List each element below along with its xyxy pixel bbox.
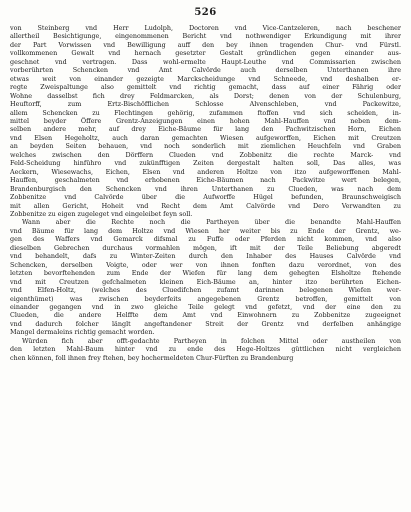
text-line: welches zwischen den Dörffern Clueden vnd Zobbenitz die rechte Marck- vnd: [10, 150, 401, 159]
text-line: Wohne dasselbst fich drey Feldmarcken, als Dorst; denen von der Schulenburg,: [10, 91, 401, 100]
text-line: vnd dadurch folcher länglt angeftandener Streit der Grentz vnd derfelben anhängige: [10, 319, 401, 328]
text-line: Brandenburgisch den Schencken vnd ihren Unterthanen zu Clueden, was nach dem: [10, 184, 401, 193]
text-line: regte Zweispaltunge also gemittelt vnd richtig gemacht, dass auf einer Fährig oder: [10, 83, 401, 92]
text-line: vnd Elfen-Holtz, (welches des Cluedifchen zufamt darinnen belegenen Wiefen wer-: [10, 286, 401, 295]
text-line: mittel beyder Öffere Grentz-Anzeigungen einen hohen Mahl-Hauffen vnd neben dem-: [10, 116, 401, 125]
text-line: einander gegangen vnd in zwo gleiche Teile gelegt vnd gefetzt, vnd der eine den zu: [10, 302, 401, 311]
text-line: eigenthümet) was zwischen beyderfeits angegebenen Grentz betroffen, gemittelt von: [10, 294, 401, 303]
page-number: 526: [194, 7, 217, 18]
text-line: Zobbenitze vnd Calvörde über die Aufworffe Hügel befunden, Braunschweigisch: [10, 193, 401, 202]
text-line: Schencken, derselben Voigte, oder wer von ihnen fonften dazu verordnet, von des: [10, 260, 401, 269]
text-line: selben andere mehr, auf drey Eiche-Bäume für lang den Pachwitzischen Horn, Eichen: [10, 125, 401, 134]
text-line: etwas weit von einander gezeigte Marckscheidunge vnd Schneede, vnd deshalben er-: [10, 74, 401, 83]
paragraph: [10, 337, 401, 362]
text-line: dieselben Gebrechen durchaus vormahlen mögen, ift mit der Teile Beliebung abgeredt: [10, 243, 401, 252]
text-line: Heuftorff, zum Ertz-Bischöfflichen Schlosse Alvenschleben, vnd Packewitze,: [10, 100, 401, 109]
text-line: letzten bevorftehenden zum Ende der Wiefen für lang dem gehegten Elsholtze ftehende: [10, 269, 401, 278]
text-line: vnd behandelt, dafs zu Winter-Zeiten durch den Inhaber des Hauses Calvörde vnd: [10, 252, 401, 261]
text-line: vollkommenen Gewalt vnd hernach gesetzter Gestalt gründlichen gegen einander aus-: [10, 49, 401, 58]
text-line: mit allen Gericht, Hoheit vnd Recht dem Amt Calvörde vnd Dero Verwandten zu: [10, 201, 401, 210]
paragraph: [10, 24, 401, 218]
text-line: chen können, foll ihnen frey ftehen, bey hochermeldeten Chur-Fürften zu Brandenburg: [10, 353, 294, 362]
text-line: gen des Waffers vnd Gemarck difsmal zu Fuffe oder Pferden nicht kommen, vnd also: [10, 235, 401, 244]
text-line: an beyden Seiten behauen, vnd noch sonderlich mit ziemlichen Heuchfeln vnd Graben: [10, 142, 401, 151]
text-line: allem Schencken zu Flechtingen gehörig, zufammen ftoffen vnd sich scheiden, in-: [10, 108, 401, 117]
text-line: allertheil Besichtigunge, eingenommenen Bericht vnd nothwendiger Erkundigung mit ihrer: [10, 32, 401, 41]
text-line: von Steinberg vnd Herr Ludolph, Doctoren vnd Vice-Cantzeleren, nach beschener: [10, 24, 401, 32]
text-line: vnd Elsen Hegeholtz, auch daran gemachten Wiesen aufgeworffen, Eichen mit Creutzen: [10, 133, 401, 142]
text-line: Hauffen, geschalmeten vnd erhobenen Eiche-Bäumen nach Packwitze wert belegen,: [10, 176, 401, 185]
text-line: der Part Vorwissen vnd Bewilligung auff den bey ihnen tragenden Chur- vnd Fürstl.: [10, 40, 401, 49]
text-line: vnd mit Creutzen gefchalmeten kleinen Eich-Bäume an, hinter itzo berührten Eichen-: [10, 277, 401, 286]
text-line: Aeckern, Wiesewachs, Eichen, Elsen vnd anderen Holtze von itzo aufgeworffenen Mahl-: [10, 167, 401, 176]
text-line: Zobbenitze zu eigen zugeleget vnd eingeleibet feyn soll.: [10, 209, 193, 218]
body-text: [10, 24, 401, 362]
paragraph: [10, 218, 401, 336]
text-line: Mangel dermaleins richtig gemacht worden.: [10, 328, 155, 337]
text-line: Wann aber die Rechte noch die Partheyen über die benandte Mahl-Hauffen: [22, 218, 401, 227]
text-line: Feld-Scheidung hinführo vnd zukünfftigen Zeiten dergestalt halten soll, Das alles, was: [10, 159, 401, 168]
text-line: vorberührten Schencken vnd Amt Calvörde auch derselben Unterthanen ihre: [10, 66, 401, 75]
text-line: Clueden, die andere Helffte dem Amt vnd Einwohnern zu Zobbenitze zugeeignet: [10, 311, 401, 320]
text-line: geschnet vnd vertragen. Dass wohl-ermelte Haupt-Leuthe vnd Commissarien zwischen: [10, 57, 401, 66]
text-line: den letzten Mahl-Baum hinter vnd zu ende des Hege-Holtzes güttlichen nicht vergleichen: [10, 345, 401, 354]
text-line: vnd Bäume für lang dem Holtze vnd Wiesen her weiter bis zu Ende der Grentz, we-: [10, 226, 401, 235]
text-line: Würden fich aber offt-gedachte Partheyen in folchen Mittel oder austheilen von: [22, 336, 401, 345]
